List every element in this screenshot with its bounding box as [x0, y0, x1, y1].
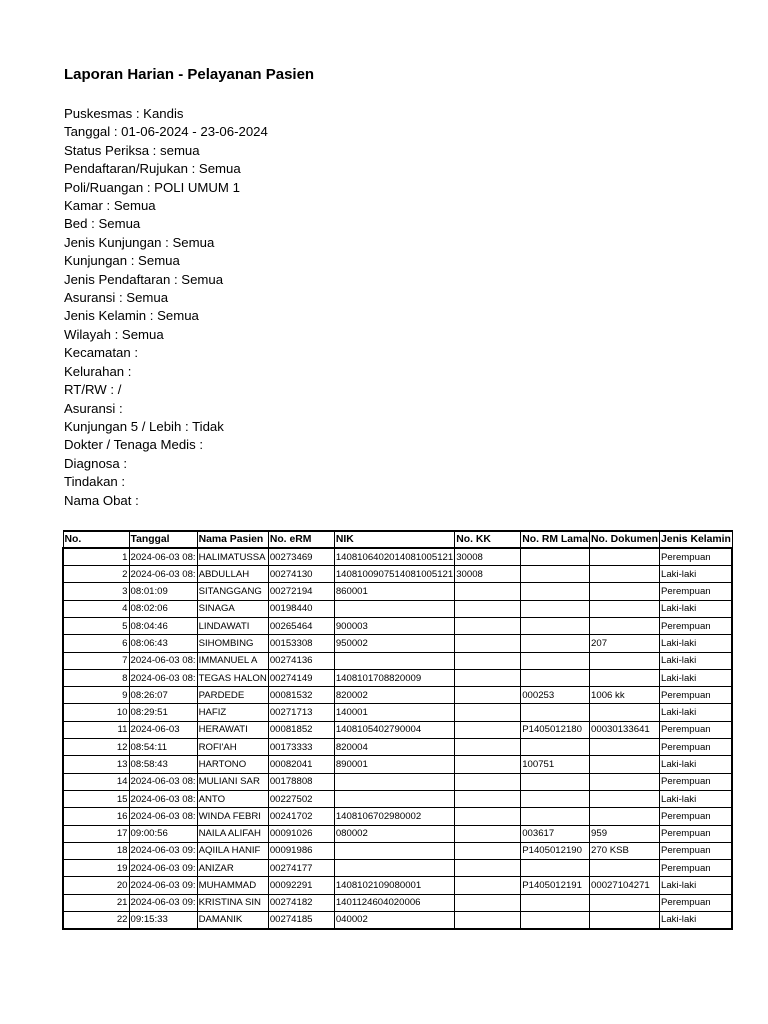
table-cell: 207 [590, 635, 660, 652]
table-cell [521, 548, 590, 565]
table-cell: 4 [63, 600, 129, 617]
table-cell: 3 [63, 583, 129, 600]
table-cell: P1405012190 [521, 842, 590, 859]
table-cell: 08:06:43 [129, 635, 197, 652]
table-cell: ROFI'AH [197, 739, 268, 756]
table-cell [455, 877, 521, 894]
table-cell: LINDAWATI [197, 617, 268, 634]
table-cell [521, 790, 590, 807]
table-cell: Laki-laki [660, 635, 733, 652]
column-header: Tanggal [129, 531, 197, 548]
filter-line: RT/RW : / [64, 382, 122, 398]
table-row [63, 808, 732, 825]
table-cell: 11 [63, 721, 129, 738]
table-cell: 1408106402014081005121 [334, 548, 454, 565]
filter-line: Kamar : Semua [64, 198, 156, 214]
table-cell: P1405012191 [521, 877, 590, 894]
table-cell: Laki-laki [660, 912, 733, 929]
table-cell [455, 860, 521, 877]
table-cell: 13 [63, 756, 129, 773]
table-cell: KRISTINA SIN [197, 894, 268, 911]
filter-line: Asuransi : Semua [64, 290, 169, 306]
table-cell: 15 [63, 790, 129, 807]
table-cell [455, 600, 521, 617]
table-cell: Perempuan [660, 739, 733, 756]
table-cell: ANTO [197, 790, 268, 807]
table-cell: 00198440 [268, 600, 334, 617]
column-header: No. [63, 531, 129, 548]
table-cell: 820004 [334, 739, 454, 756]
table-cell: 2024-06-03 08: [129, 790, 197, 807]
table-cell: SINAGA [197, 600, 268, 617]
table-cell: 00274177 [268, 860, 334, 877]
table-cell: 1408105402790004 [334, 721, 454, 738]
table-cell: 140001 [334, 704, 454, 721]
filter-line: Jenis Kunjungan : Semua [64, 234, 215, 250]
table-cell: 08:01:09 [129, 583, 197, 600]
table-cell [521, 894, 590, 911]
table-cell [590, 583, 660, 600]
filter-line: Tindakan : [64, 474, 126, 490]
table-cell: MUHAMMAD [197, 877, 268, 894]
table-cell [455, 687, 521, 704]
column-header: NIK [334, 531, 454, 548]
table-cell: Laki-laki [660, 600, 733, 617]
table-cell: HARTONO [197, 756, 268, 773]
table-cell: 00081532 [268, 687, 334, 704]
filter-line: Diagnosa : [64, 455, 128, 471]
table-cell [334, 842, 454, 859]
table-cell: 2024-06-03 [129, 721, 197, 738]
table-cell: 2024-06-03 09: [129, 894, 197, 911]
table-cell: 00241702 [268, 808, 334, 825]
table-cell [455, 842, 521, 859]
table-cell: Laki-laki [660, 877, 733, 894]
table-cell: 00274149 [268, 669, 334, 686]
table-cell: 1 [63, 548, 129, 565]
table-cell: IMMANUEL A [197, 652, 268, 669]
table-cell: Perempuan [660, 617, 733, 634]
table-cell: Perempuan [660, 773, 733, 790]
table-cell: 00082041 [268, 756, 334, 773]
column-header: Nama Pasien [197, 531, 268, 548]
table-cell: 00030133641 [590, 721, 660, 738]
table-cell: Perempuan [660, 842, 733, 859]
table-cell [455, 669, 521, 686]
table-cell [590, 756, 660, 773]
column-header: No. RM Lama [521, 531, 590, 548]
table-cell: 08:04:46 [129, 617, 197, 634]
table-cell: 080002 [334, 825, 454, 842]
table-cell [521, 600, 590, 617]
table-cell: 8 [63, 669, 129, 686]
table-cell: WINDA FEBRI [197, 808, 268, 825]
table-cell: 040002 [334, 912, 454, 929]
table-cell [590, 739, 660, 756]
table-cell [590, 617, 660, 634]
filter-list [64, 105, 268, 510]
table-cell: 09:00:56 [129, 825, 197, 842]
table-row [63, 669, 732, 686]
table-cell: Perempuan [660, 583, 733, 600]
table-cell [455, 704, 521, 721]
table-cell: 2024-06-03 08: [129, 652, 197, 669]
filter-line: Nama Obat : [64, 492, 139, 508]
table-cell [455, 652, 521, 669]
table-cell: AQIILA HANIF [197, 842, 268, 859]
filter-line: Puskesmas : Kandis [64, 106, 184, 121]
table-cell: 00027104271 [590, 877, 660, 894]
column-header: No. eRM [268, 531, 334, 548]
table-row [63, 739, 732, 756]
table-cell [455, 894, 521, 911]
table-row [63, 687, 732, 704]
filter-line: Kecamatan : [64, 345, 139, 361]
table-cell: 08:54:11 [129, 739, 197, 756]
table-cell: 890001 [334, 756, 454, 773]
table-cell: 820002 [334, 687, 454, 704]
table-cell [455, 739, 521, 756]
table-cell: 2024-06-03 09: [129, 877, 197, 894]
table-row [63, 894, 732, 911]
table-cell [334, 773, 454, 790]
table-cell [590, 704, 660, 721]
table-cell: 10 [63, 704, 129, 721]
table-row [63, 600, 732, 617]
table-cell [455, 756, 521, 773]
table-cell [334, 600, 454, 617]
table-cell: HALIMATUSSA [197, 548, 268, 565]
table-cell: TEGAS HALON [197, 669, 268, 686]
table-cell: 20 [63, 877, 129, 894]
table-cell [590, 860, 660, 877]
table-cell [521, 652, 590, 669]
table-cell: 2024-06-03 08: [129, 808, 197, 825]
table-cell: 00274130 [268, 566, 334, 583]
table-row [63, 773, 732, 790]
table-cell: 00271713 [268, 704, 334, 721]
table-row [63, 790, 732, 807]
table-cell [455, 583, 521, 600]
table-cell: 12 [63, 739, 129, 756]
column-header: No. Dokumen [590, 531, 660, 548]
table-cell [521, 669, 590, 686]
table-cell [590, 790, 660, 807]
table-cell [521, 808, 590, 825]
table-cell: 900003 [334, 617, 454, 634]
table-cell [521, 739, 590, 756]
table-row [63, 825, 732, 842]
table-cell [334, 652, 454, 669]
table-cell [455, 721, 521, 738]
report-title: Laporan Harian - Pelayanan Pasien [64, 66, 315, 83]
table-cell: 860001 [334, 583, 454, 600]
table-cell: P1405012180 [521, 721, 590, 738]
table-cell: NAILA ALIFAH [197, 825, 268, 842]
table-cell: 9 [63, 687, 129, 704]
filter-line: Bed : Semua [64, 216, 141, 232]
table-cell [455, 635, 521, 652]
table-row [63, 566, 732, 583]
table-cell [590, 808, 660, 825]
table-cell: 100751 [521, 756, 590, 773]
table-cell: 1408100907514081005121 [334, 566, 454, 583]
table-cell: 1408101708820009 [334, 669, 454, 686]
table-row [63, 704, 732, 721]
table-cell: 1408106702980002 [334, 808, 454, 825]
filter-line: Wilayah : Semua [64, 326, 164, 342]
table-cell: 1401124604020006 [334, 894, 454, 911]
table-cell [521, 773, 590, 790]
table-cell: 00274136 [268, 652, 334, 669]
table-cell: 003617 [521, 825, 590, 842]
table-row [63, 548, 732, 565]
table-cell [521, 635, 590, 652]
filter-line: Poli/Ruangan : POLI UMUM 1 [64, 179, 240, 195]
table-cell: Perempuan [660, 894, 733, 911]
table-cell: 5 [63, 617, 129, 634]
table-cell: 00153308 [268, 635, 334, 652]
table-cell: 6 [63, 635, 129, 652]
table-cell: SIHOMBING [197, 635, 268, 652]
table-cell: 19 [63, 860, 129, 877]
table-cell [590, 600, 660, 617]
table-cell: MULIANI SAR [197, 773, 268, 790]
filter-line: Kunjungan : Semua [64, 253, 180, 269]
table-cell: 14 [63, 773, 129, 790]
table-cell [590, 894, 660, 911]
table-cell: 00091026 [268, 825, 334, 842]
table-cell: Laki-laki [660, 669, 733, 686]
table-cell: 00227502 [268, 790, 334, 807]
table-cell: 7 [63, 652, 129, 669]
table-cell [455, 912, 521, 929]
table-row [63, 721, 732, 738]
table-cell: HERAWATI [197, 721, 268, 738]
table-cell: DAMANIK [197, 912, 268, 929]
table-cell: Perempuan [660, 808, 733, 825]
table-cell: 1006 kk [590, 687, 660, 704]
column-header: No. KK [455, 531, 521, 548]
table-cell [590, 773, 660, 790]
filter-line: Status Periksa : semua [64, 142, 200, 158]
table-cell: 08:26:07 [129, 687, 197, 704]
table-cell [521, 912, 590, 929]
table-cell: 22 [63, 912, 129, 929]
table-cell: 00274185 [268, 912, 334, 929]
table-row [63, 860, 732, 877]
table-cell [521, 860, 590, 877]
table-cell: 2024-06-03 09: [129, 842, 197, 859]
table-cell: 2024-06-03 08: [129, 669, 197, 686]
table-cell: 30008 [455, 548, 521, 565]
table-cell: ANIZAR [197, 860, 268, 877]
table-cell: 270 KSB [590, 842, 660, 859]
filter-line: Asuransi : [64, 400, 123, 416]
filter-line: Jenis Kelamin : Semua [64, 308, 199, 324]
table-cell: ABDULLAH [197, 566, 268, 583]
table-cell [455, 617, 521, 634]
table-row [63, 756, 732, 773]
table-cell: 2024-06-03 08: [129, 548, 197, 565]
table-cell: 1408102109080001 [334, 877, 454, 894]
table-cell [334, 790, 454, 807]
table-cell: 21 [63, 894, 129, 911]
table-row [63, 652, 732, 669]
table-cell [590, 669, 660, 686]
table-cell: 00265464 [268, 617, 334, 634]
table-row [63, 583, 732, 600]
table-cell [590, 652, 660, 669]
table-cell: 08:58:43 [129, 756, 197, 773]
table-cell: 00092291 [268, 877, 334, 894]
table-cell: HAFIZ [197, 704, 268, 721]
table-cell [334, 860, 454, 877]
table-cell: 000253 [521, 687, 590, 704]
table-cell [521, 566, 590, 583]
table-cell: 18 [63, 842, 129, 859]
filter-line: Pendaftaran/Rujukan : Semua [64, 161, 241, 177]
table-cell [590, 548, 660, 565]
table-cell [521, 617, 590, 634]
patient-table [62, 530, 733, 930]
table-cell: Perempuan [660, 548, 733, 565]
table-row [63, 877, 732, 894]
filter-line: Kunjungan 5 / Lebih : Tidak [64, 418, 224, 434]
filter-line: Jenis Pendaftaran : Semua [64, 271, 224, 287]
table-cell: 00173333 [268, 739, 334, 756]
table-cell: Laki-laki [660, 704, 733, 721]
table-cell: 00081852 [268, 721, 334, 738]
table-cell: 09:15:33 [129, 912, 197, 929]
table-cell [590, 566, 660, 583]
table-cell: 00274182 [268, 894, 334, 911]
table-cell: Laki-laki [660, 790, 733, 807]
filter-line: Dokter / Tenaga Medis : [64, 437, 204, 453]
table-cell: Laki-laki [660, 756, 733, 773]
table-cell: 08:02:06 [129, 600, 197, 617]
table-cell: 959 [590, 825, 660, 842]
table-cell: PARDEDE [197, 687, 268, 704]
filter-line: Tanggal : 01-06-2024 - 23-06-2024 [64, 124, 268, 140]
table-cell: 950002 [334, 635, 454, 652]
table-cell [455, 808, 521, 825]
table-cell: Perempuan [660, 860, 733, 877]
table-cell: 30008 [455, 566, 521, 583]
table-cell: Perempuan [660, 825, 733, 842]
table-cell [455, 773, 521, 790]
table-cell: Laki-laki [660, 566, 733, 583]
table-cell: 17 [63, 825, 129, 842]
table-cell [521, 583, 590, 600]
table-cell: 2 [63, 566, 129, 583]
table-cell: 2024-06-03 08: [129, 566, 197, 583]
table-cell: SITANGGANG [197, 583, 268, 600]
table-cell: Laki-laki [660, 652, 733, 669]
table-cell: Perempuan [660, 721, 733, 738]
table-cell: Perempuan [660, 687, 733, 704]
filter-line: Kelurahan : [64, 363, 132, 379]
table-cell: 2024-06-03 09: [129, 860, 197, 877]
table-cell [590, 912, 660, 929]
column-header: Jenis Kelamin [660, 531, 733, 548]
table-row [63, 842, 732, 859]
table-cell: 08:29:51 [129, 704, 197, 721]
table-cell [455, 825, 521, 842]
table-cell: 00178808 [268, 773, 334, 790]
table-row [63, 617, 732, 634]
table-cell: 00272194 [268, 583, 334, 600]
table-cell [455, 790, 521, 807]
table-header-row [63, 531, 732, 548]
table-row [63, 912, 732, 929]
table-cell: 2024-06-03 08: [129, 773, 197, 790]
table-cell: 16 [63, 808, 129, 825]
table-cell: 00091986 [268, 842, 334, 859]
table-cell: 00273469 [268, 548, 334, 565]
table-row [63, 635, 732, 652]
table-cell [521, 704, 590, 721]
